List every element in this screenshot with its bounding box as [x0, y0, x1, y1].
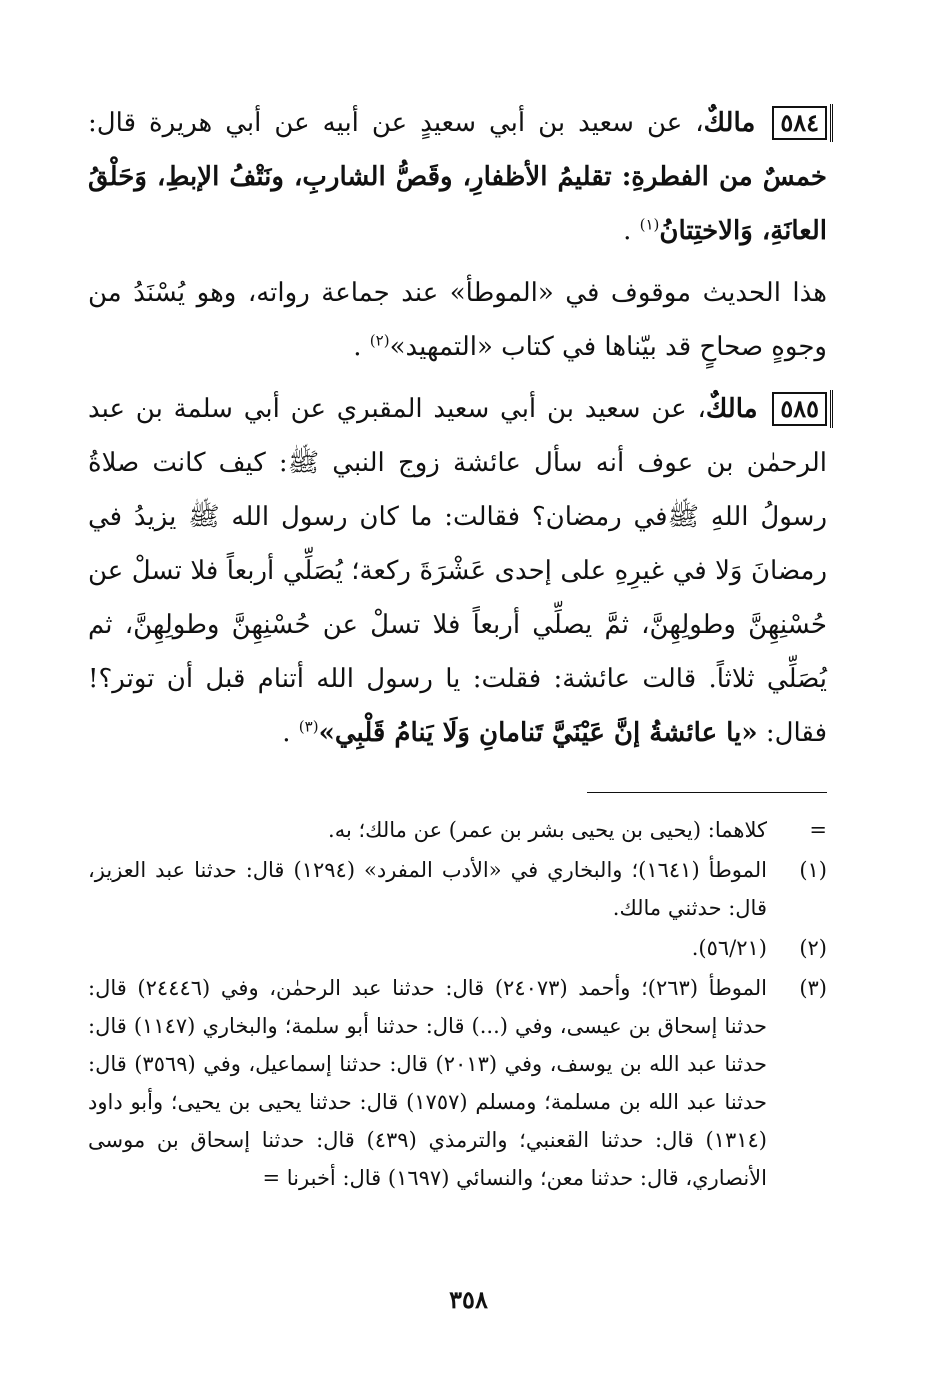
footnote-ref[interactable]: (٢) [369, 331, 390, 350]
footnote-mark: = [809, 818, 827, 842]
commentary [88, 266, 827, 374]
sentence-end: . [282, 718, 291, 748]
hadith-text: ، عن سعيد بن أبي سعيد المقبري عن أبي سلمة بن عبد الرحمٰن بن عوف أنه سأل عائشة زوج النبي ﷺ: كيف كانت صلاةُ رسولُ اللهِ ﷺفي رمضان؟ فقالت: ما كان رسول الله ﷺ يزيدُ في رمضانَ وَلا في غيرِهِ على إحدى عَشْرَةَ ركعة؛ يُصَلِّي أربعاً فلا تسلْ عن حُسْنِهِنَّ وطولِهِنَّ، ثمَّ يصلِّي أربعاً فلا تسلْ عن حُسْنِهِنَّ وطولِهِنَّ، ثم يُصَلِّي ثلاثاً. قالت عائشة: فقلت: يا رسول الله أتنام قبل أن توتر؟! فقال: [88, 394, 827, 748]
footnote-text: الموطأ (٢٦٣)؛ وأحمد (٢٤٠٧٣) قال: حدثنا عبد الرحمٰن، وفي (٢٤٤٤٦) قال: حدثنا إسحاق بن عيسى، وفي (...) قال: حدثنا أبو سلمة؛ والبخاري (١١٤٧) قال: حدثنا عبد الله بن يوسف، وفي (٢٠١٣) قال: حدثنا إسماعيل، وفي (٣٥٦٩) قال: حدثنا عبد الله بن مسلمة؛ ومسلم (١٧٥٧) قال: حدثنا يحيى بن يحيى؛ وأبو داود (١٣١٤) قال: حدثنا القعنبي؛ والترمذي (٤٣٩) قال: حدثنا إسحاق بن موسى الأنصاري، قال: حدثنا معن؛ والنسائي (١٦٩٧) قال: أخبرنا = [88, 976, 768, 1190]
footnote-item [88, 811, 827, 849]
footnote-text: كلاهما: (يحيى بن يحيى بشر بن عمر) عن مالك؛ به. [328, 818, 767, 842]
footnote-text: الموطأ (١٦٤١)؛ والبخاري في «الأدب المفرد» (١٢٩٤) قال: حدثنا عبد العزيز، قال: حدثني مالك. [88, 858, 767, 920]
hadith-number-box: ٥٨٤ [772, 106, 827, 140]
footnote-item [88, 851, 827, 927]
hadith-chain: ، عن سعيد بن أبي سعيدٍ عن أبيه عن أبي هريرة قال: [88, 108, 704, 138]
hadith-text: خمسٌ من الفطرةِ: تقليمُ الأظفارِ، وقَصُّ الشاربِ، ونَتْفُ الإبطِ، وَحَلْقُ العانَةِ، وَالاختِتانُ [88, 162, 827, 246]
footnote-item [88, 969, 827, 1197]
sentence-end: . [353, 332, 362, 362]
page-number: ٣٥٨ [449, 1285, 488, 1314]
hadith-585 [88, 382, 827, 760]
footnotes [88, 811, 827, 1197]
commentary-text: هذا الحديث موقوف في «الموطأ» عند جماعة رواته، وهو يُسْنَدُ من وجوهٍ صحاحٍ قد بيّناها في كتاب «التمهيد» [88, 278, 827, 362]
narrator-name: مالكٌ [705, 394, 758, 424]
footnote-ref[interactable]: (١) [639, 215, 660, 234]
footnote-mark: (١) [799, 858, 827, 882]
footnote-divider [587, 792, 827, 793]
footnote-item [88, 929, 827, 967]
narrator-name: مالكٌ [703, 108, 756, 138]
hadith-584 [88, 96, 827, 258]
footnote-mark: (٣) [799, 976, 827, 1000]
hadith-number-box: ٥٨٥ [772, 392, 827, 426]
footnote-text: (٥٦/٢١). [691, 936, 767, 960]
footnote-mark: (٢) [799, 936, 827, 960]
prophet-quote: «يا عائشةُ إنَّ عَيْنَيَّ تَنامانِ وَلَا يَنامُ قَلْبِي» [318, 718, 758, 748]
footnote-ref[interactable]: (٣) [298, 717, 319, 736]
sentence-end: . [623, 216, 632, 246]
